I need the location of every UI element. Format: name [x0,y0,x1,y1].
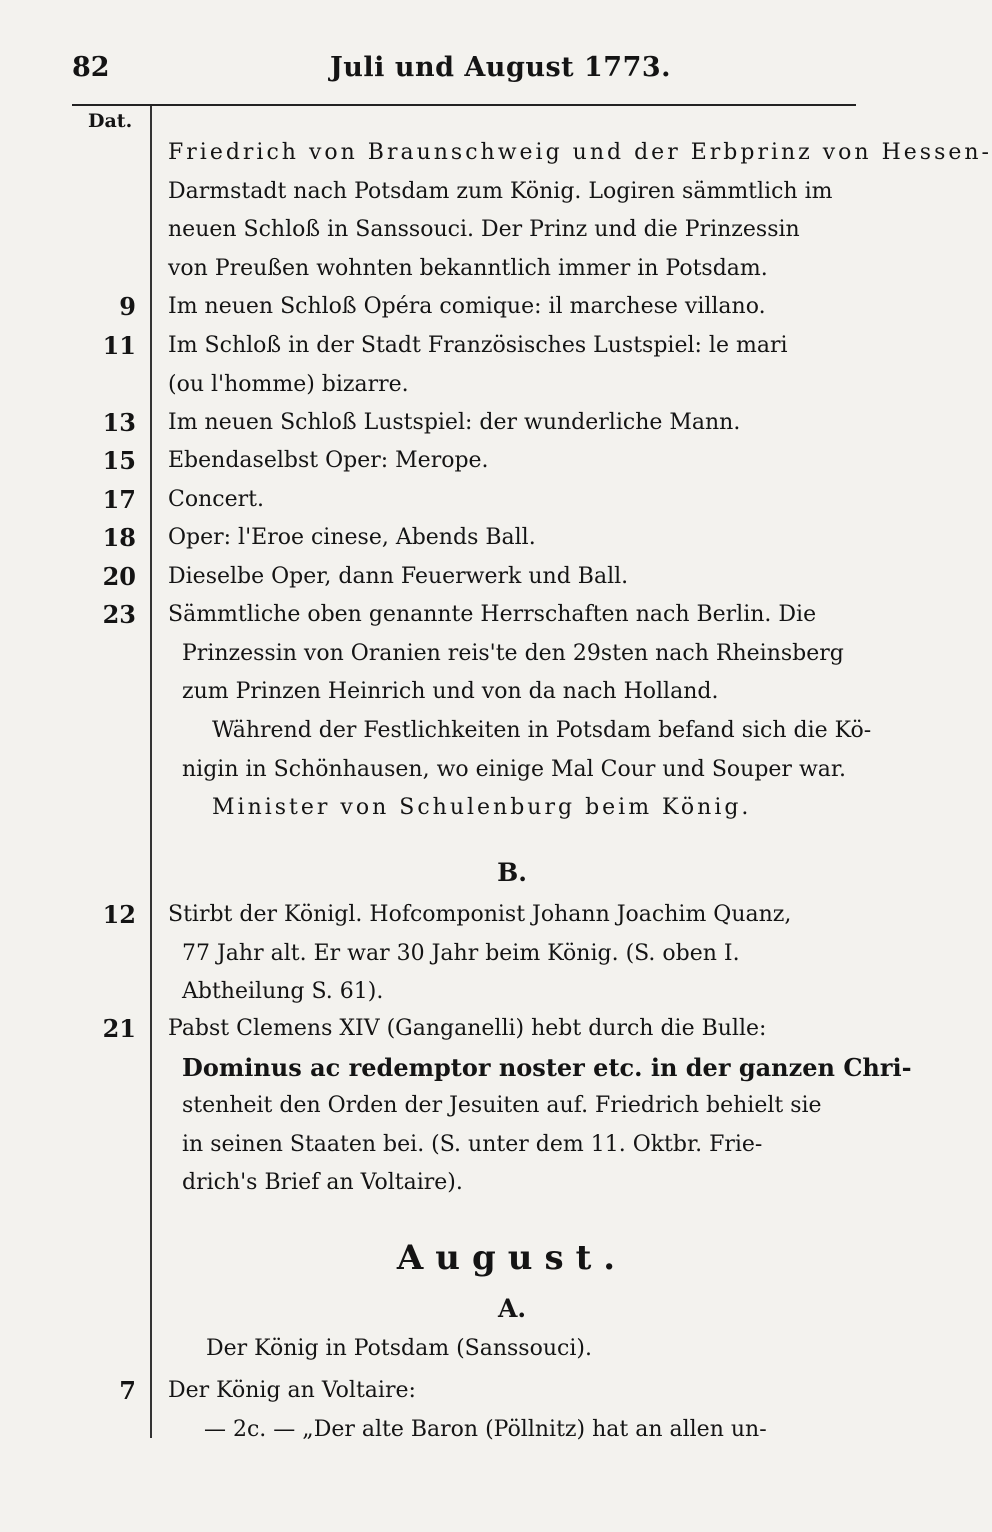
paragraph-text [168,712,872,789]
text-line: Der König in Potsdam (Sanssouci). [206,1336,592,1361]
header-rule [72,104,856,106]
paragraph-text [168,1330,856,1369]
running-header: Juli und August 1773. [330,52,672,83]
entry-text [168,288,856,327]
text-line: Während der Festlichkeiten in Potsdam befand sich die Kö- [212,718,872,743]
entry-date: 20 [102,562,136,591]
entry-date: 17 [102,485,136,514]
entry-text [168,1372,856,1449]
text-line: nigin in Schönhausen, wo einige Mal Cour und Souper war. [182,756,846,782]
entry-text [168,327,856,404]
section-heading-b: B. [497,858,527,887]
text-line: Friedrich von Braunschweig und der Erbprinz von Hessen- [168,140,992,165]
text-line: Ebendaselbst Oper: Merope. [168,448,489,473]
month-heading: August. [396,1238,628,1278]
text-line: Im neuen Schloß Opéra comique: il marchese villano. [168,294,766,319]
text-line: stenheit den Orden der Jesuiten auf. Friedrich behielt sie [182,1093,822,1118]
text-line: Der König an Voltaire: [168,1378,416,1403]
text-line: (ou l'homme) bizarre. [168,371,409,397]
text-line: Dominus ac redemptor noster etc. in der ganzen Chri- [182,1052,912,1082]
entry-text [168,896,856,1012]
text-line: Dieselbe Oper, dann Feuerwerk und Ball. [168,564,629,589]
entry-text [168,519,856,558]
text-line: Im neuen Schloß Lustspiel: der wunderliche Mann. [168,410,741,435]
text-line: in seinen Staaten bei. (S. unter dem 11. Oktbr. Frie- [182,1131,763,1157]
entry-date: 7 [119,1376,136,1405]
text-line: Minister von Schulenburg beim König. [212,795,752,820]
text-line: Sämmtliche oben genannte Herrschaften nach Berlin. Die [168,602,817,627]
text-line: Abtheilung S. 61). [182,979,384,1004]
entry-text [168,404,856,443]
page-number: 82 [72,52,110,83]
entry-date: 11 [102,331,136,360]
date-column-label: Dat. [88,110,133,132]
text-line: von Preußen wohnten bekanntlich immer in Potsdam. [168,255,768,281]
text-line: Concert. [168,487,264,512]
text-line: zum Prinzen Heinrich und von da nach Holland. [182,679,719,704]
text-line: Prinzessin von Oranien reis'te den 29sten nach Rheinsberg [182,640,844,666]
date-column-divider [150,106,152,1438]
text-line: drich's Brief an Voltaire). [182,1170,463,1195]
entry-date: 13 [102,408,136,437]
entry-text [168,134,992,288]
text-line: Darmstadt nach Potsdam zum König. Logiren sämmtlich im [168,178,833,204]
entry-date: 9 [119,292,136,321]
entry-text [168,596,856,712]
entry-date: 12 [102,900,136,929]
entry-date: 23 [102,600,136,629]
entry-date: 15 [102,446,136,475]
text-line: Stirbt der Königl. Hofcomponist Johann Joachim Quanz, [168,902,792,927]
entry-text [168,558,856,597]
entry-text [168,1010,912,1203]
text-line: 77 Jahr alt. Er war 30 Jahr beim König. (S. oben I. [182,940,740,966]
entry-text [168,481,856,520]
entry-date: 21 [102,1014,136,1043]
text-line: — 2c. — „Der alte Baron (Pöllnitz) hat an allen un- [204,1416,767,1442]
paragraph-text [168,789,856,828]
text-line: Pabst Clemens XIV (Ganganelli) hebt durch die Bulle: [168,1016,767,1041]
entry-text [168,442,856,481]
text-line: Im Schloß in der Stadt Französisches Lustspiel: le mari [168,333,788,358]
section-heading-a: A. [497,1294,527,1323]
entry-date: 18 [102,523,136,552]
text-line: neuen Schloß in Sanssouci. Der Prinz und die Prinzessin [168,217,800,242]
text-line: Oper: l'Eroe cinese, Abends Ball. [168,525,536,550]
